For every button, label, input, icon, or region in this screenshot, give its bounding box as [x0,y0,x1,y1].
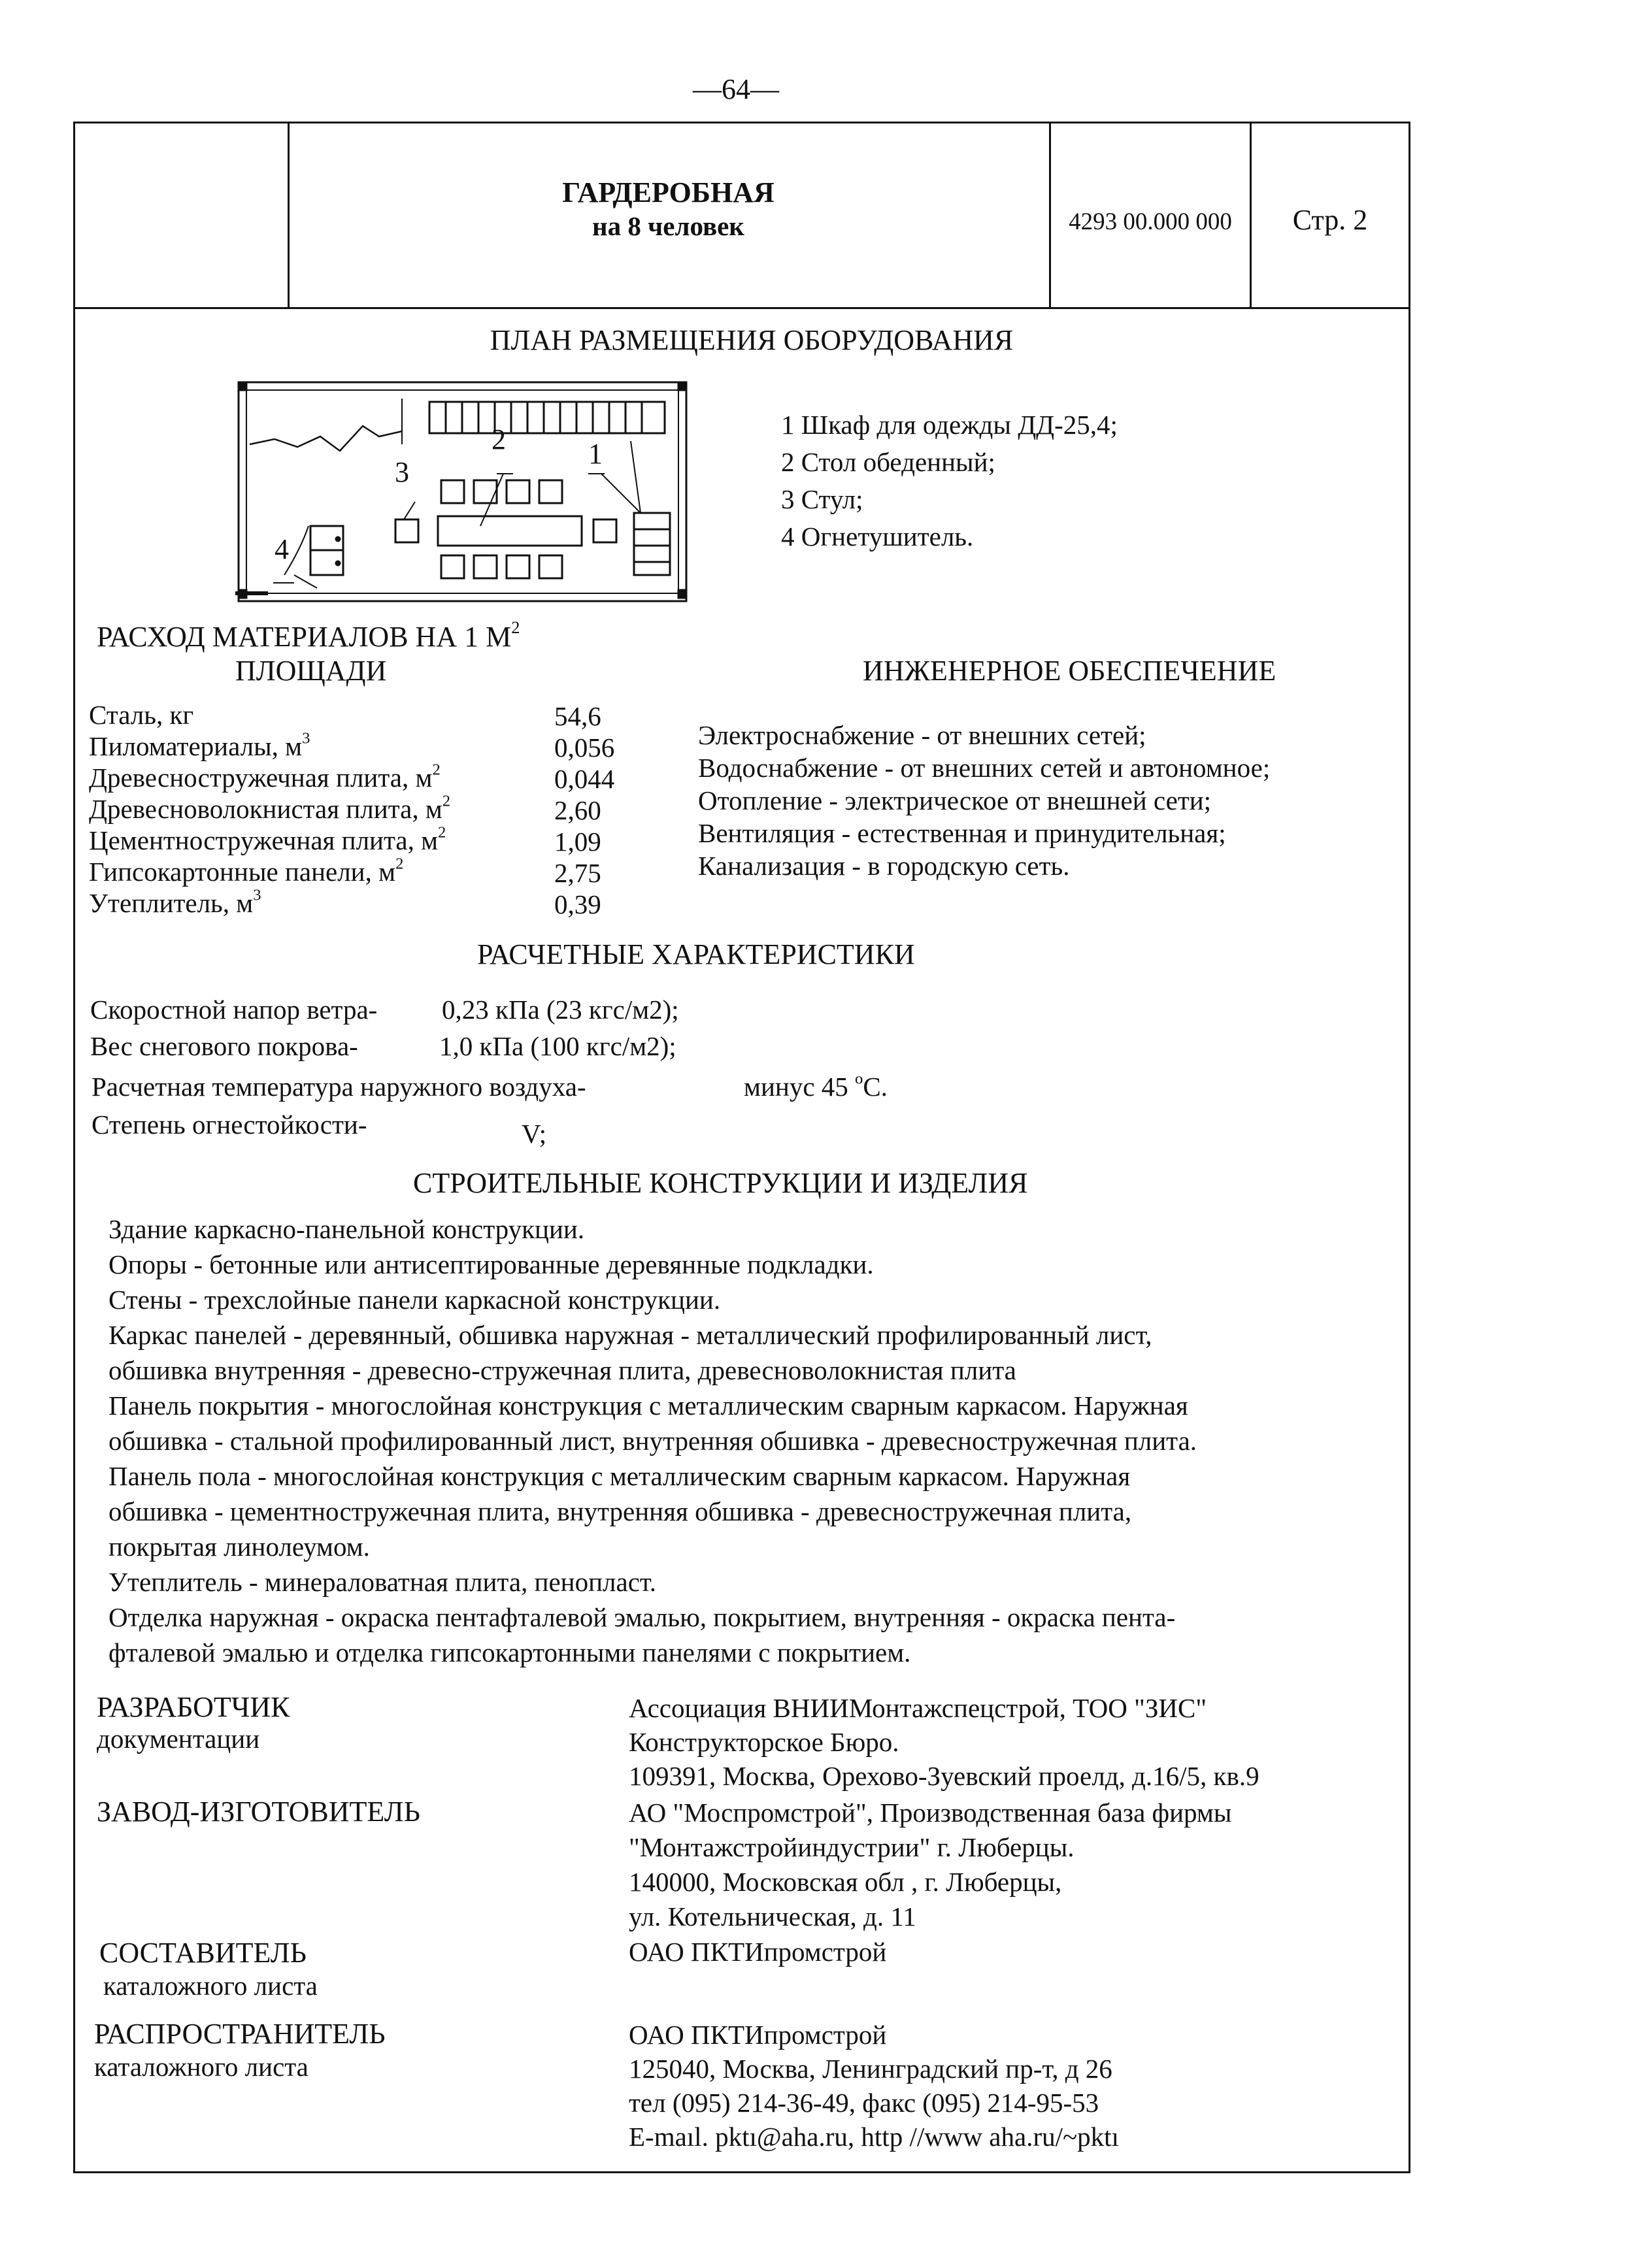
distributor-label: РАСПРОСТРАНИТЕЛЬ [94,2018,386,2050]
material-name: Сталь, кг [89,700,194,730]
plan-heading: ПЛАН РАЗМЕЩЕНИЯ ОБОРУДОВАНИЯ [490,324,1014,356]
doc-page: Стр. 2 [1292,204,1368,236]
construction-line: Утеплитель - минераловатная плита, пенопласт. [108,1567,656,1597]
maker-info [629,1796,1231,1934]
maker-line: АО "Моспромстрой", Производственная база фирмы [629,1798,1232,1828]
material-name: Древесностружечная плита, $м^2$ [89,761,441,793]
distributor-line: тел (095) 214-36-49, факс (095) 214-95-53 [629,2088,1099,2118]
developer-info [629,1691,1259,1793]
developer-line: Ассоциация ВНИИМонтажспецстрой, ТОО "ЗИС" [629,1693,1207,1723]
material-value: 0,044 [554,764,615,794]
materials-heading: РАСХОД МАТЕРИАЛОВ НА 1 $М^2$ [97,617,520,653]
material-name: Древесноволокнистая плита, $м^2$ [89,792,451,824]
material-value: 2,60 [554,795,601,825]
construction-line: Здание каркасно-панельной конструкции. [108,1214,585,1244]
construction-line: Отделка наружная - окраска пентафталевой эмалью, покрытием, внутренняя - окраска пента- [108,1602,1176,1632]
material-value: 0,39 [554,889,601,919]
maker-line: "Монтажстройиндустрии" г. Люберцы. [629,1832,1075,1862]
developer-label: РАЗРАБОТЧИК [97,1691,290,1723]
plan-callout-3: 3 [395,456,409,488]
calc-wind-label: Скоростной напор ветра- [90,994,378,1025]
construction-line: Каркас панелей - деревянный, обшивка наружная - металлический профилированный лист, [108,1320,1152,1350]
distributor-label-2: каталожного листа [94,2052,308,2082]
calc-temp-value: минус 45 $^o$С. [744,1070,888,1102]
construction-line: Панель покрытия - многослойная конструкция с металлическим сварным каркасом. Наружная [108,1390,1188,1421]
calc-snow-label: Вес снегового покрова- [90,1031,358,1061]
material-name: Утеплитель, $м^3$ [89,886,261,918]
construction-line: обшивка - стальной профилированный лист, внутренняя обшивка - древесностружечная плита. [108,1426,1197,1456]
material-name: Гипсокартонные панели, $м^2$ [89,855,404,887]
material-name: Пиломатериалы, $м^3$ [89,729,310,761]
doc-title: ГАРДЕРОБНАЯ [562,176,775,208]
legend-item: 4 Огнетушитель. [781,521,974,551]
construction-line: Стены - трехслойные панели каркасной конструкции. [108,1285,721,1315]
construction-line: покрытая линолеумом. [108,1532,370,1562]
legend-item: 3 Стул; [781,484,863,514]
developer-label-2: документации [97,1724,260,1754]
maker-line: 140000, Московская обл , г. Люберцы, [629,1867,1062,1897]
compiler-label: СОСТАВИТЕЛЬ [99,1937,307,1969]
compiler-label-2: каталожного листа [103,1971,318,2001]
distributor-line: E-maıl. pktı@aha.ru, http //www aha.ru/~pktı [629,2122,1119,2152]
doc-subtitle: на 8 человек [592,211,744,241]
calc-wind-value: 0,23 кПа (23 кгс/м2); [442,994,679,1025]
construction-line: Опоры - бетонные или антисептированные деревянные подкладки. [108,1249,874,1279]
plan-callout-1: 1 [588,438,603,470]
legend-item: 2 Стол обеденный; [781,447,995,477]
material-value: 54,6 [554,701,601,731]
calc-snow-value: 1,0 кПа (100 кгс/м2); [439,1031,676,1061]
construction-line: обшивка внутренняя - древесно-стружечная плита, древесноволокнистая плита [108,1355,1016,1385]
legend-item: 1 Шкаф для одежды ДД-25,4; [781,410,1118,440]
developer-line: 109391, Москва, Орехово-Зуевский проелд, д.16/5, кв.9 [629,1761,1259,1791]
engineering-heading: ИНЖЕНЕРНОЕ ОБЕСПЕЧЕНИЕ [863,655,1276,687]
materials-values [554,700,614,920]
material-name: Цементностружечная плита, $м^2$ [89,823,446,855]
plan-callout-4: 4 [275,533,289,565]
engineering-item: Отопление - электрическое от внешней сети; [698,785,1212,815]
plan-callout-2: 2 [492,423,506,455]
header-divider [73,307,1410,309]
calc-fire-value: V; [522,1119,546,1149]
material-value: 2,75 [554,858,601,888]
engineering-list [698,719,1270,882]
doc-code: 4293 00.000 000 [1069,208,1232,235]
construction-line: Панель пола - многослойная конструкция с металлическим сварным каркасом. Наружная [108,1461,1131,1491]
engineering-item: Вентиляция - естественная и принудительная; [698,818,1226,848]
page-number: —64— [693,73,779,105]
distributor-line: ОАО ПКТИпромстрой [629,2020,887,2050]
compiler-value: ОАО ПКТИпромстрой [629,1937,887,1967]
construction-text [108,1211,1197,1670]
construction-line: обшивка - цементностружечная плита, внутренняя обшивка - древесностружечная плита, [108,1496,1132,1526]
distributor-info [629,2018,1119,2154]
engineering-item: Водоснабжение - от внешних сетей и автономное; [698,753,1271,783]
maker-label: ЗАВОД-ИЗГОТОВИТЕЛЬ [97,1796,420,1828]
materials-names [89,699,450,919]
engineering-item: Канализация - в городскую сеть. [698,851,1070,881]
floor-plan [235,379,693,611]
construction-line: фталевой эмалью и отделка гипсокартонными панелями с покрытием. [108,1637,911,1668]
maker-line: ул. Котельническая, д. 11 [629,1901,916,1931]
calc-fire-label: Степень огнестойкости- [92,1109,367,1140]
material-value: 0,056 [554,732,615,763]
developer-line: Конструкторское Бюро. [629,1727,899,1757]
plan-legend [781,406,1118,555]
material-value: 1,09 [554,827,601,857]
engineering-item: Электроснабжение - от внешних сетей; [698,720,1146,750]
construction-heading: СТРОИТЕЛЬНЫЕ КОНСТРУКЦИИ И ИЗДЕЛИЯ [413,1167,1028,1199]
calc-temp-label: Расчетная температура наружного воздуха- [92,1072,586,1102]
calc-heading: РАСЧЕТНЫЕ ХАРАКТЕРИСТИКИ [477,938,915,970]
materials-heading-2: ПЛОЩАДИ [235,655,387,687]
distributor-line: 125040, Москва, Ленинградский пр-т, д 26 [629,2054,1112,2084]
